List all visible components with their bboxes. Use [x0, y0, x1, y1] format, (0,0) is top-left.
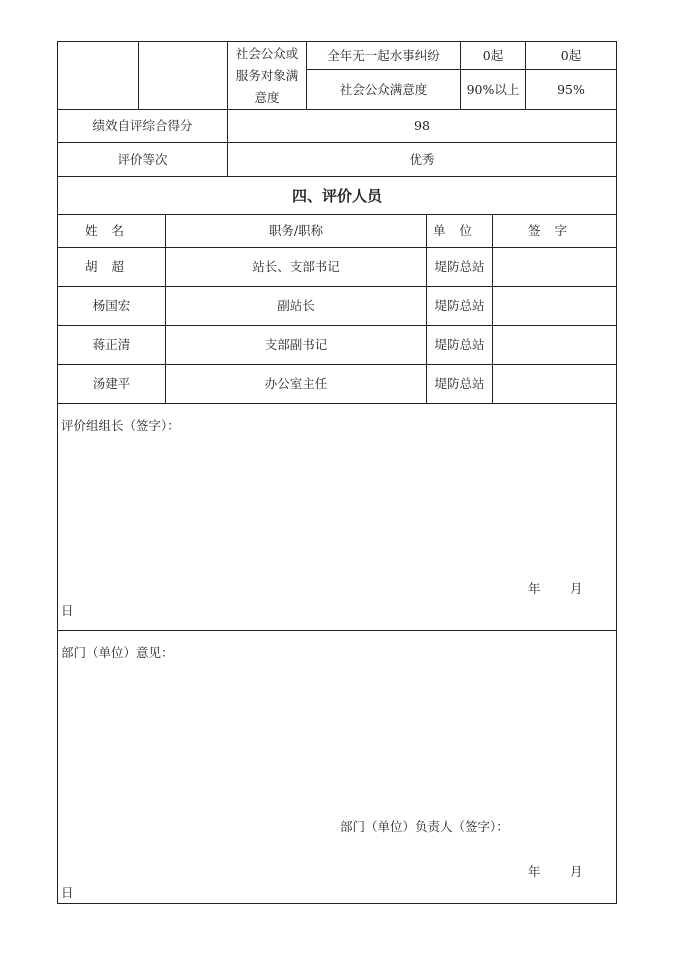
dept-responsible-label: 部门（单位）负责人（签字）： [340, 819, 509, 834]
dept-opinion-month: 月 [570, 864, 583, 879]
empty-cell-2 [138, 41, 228, 110]
header-title: 职务/职称 [165, 214, 427, 248]
grade-value: 优秀 [227, 142, 617, 177]
staff-row-2-unit: 堤防总站 [426, 286, 493, 326]
grade-label: 评价等次 [57, 142, 228, 177]
staff-row-3-unit: 堤防总站 [426, 325, 493, 365]
indicator-line-3: 意度 [254, 89, 280, 105]
indicator-actual-2: 95% [525, 69, 617, 110]
leader-sign-day: 日 [61, 603, 74, 618]
section-title: 四、评价人员 [57, 176, 617, 215]
staff-row-3-name: 蒋正清 [57, 325, 166, 365]
staff-row-1-name [57, 247, 166, 287]
indicator-item-1: 全年无一起水事纠纷 [306, 41, 461, 70]
dept-opinion-day: 日 [61, 885, 74, 900]
dept-opinion-label: 部门（单位）意见： [61, 645, 174, 660]
staff-row-4-sign [492, 364, 617, 404]
indicator-line-2: 服务对象满 [235, 67, 299, 83]
staff-row-4-name: 汤建平 [57, 364, 166, 404]
indicator-name-cell [227, 41, 307, 110]
staff-row-2-title: 副站长 [165, 286, 427, 326]
staff-row-1-sign [492, 247, 617, 287]
staff-row-2-name: 杨国宏 [57, 286, 166, 326]
indicator-target-1: 0起 [460, 41, 526, 70]
indicator-actual-1: 0起 [525, 41, 617, 70]
staff-row-1-title: 站长、支部书记 [165, 247, 427, 287]
self-score-value: 98 [227, 109, 617, 143]
dept-opinion-year: 年 [528, 864, 541, 879]
header-unit-text: 单位 [432, 223, 486, 238]
leader-sign-label: 评价组组长（签字）： [61, 418, 180, 433]
indicator-item-2: 社会公众满意度 [306, 69, 461, 110]
staff-row-2-sign [492, 286, 617, 326]
leader-sign-year: 年 [528, 581, 541, 596]
header-name [57, 214, 166, 248]
leader-sign-block [57, 403, 617, 631]
self-score-label: 绩效自评综合得分 [57, 109, 228, 143]
header-sign-text: 签字 [527, 223, 581, 238]
indicator-target-2: 90%以上 [460, 69, 526, 110]
header-unit [426, 214, 493, 248]
staff-row-3-title: 支部副书记 [165, 325, 427, 365]
leader-sign-month: 月 [570, 581, 583, 596]
staff-row-1-unit: 堤防总站 [426, 247, 493, 287]
indicator-line-1: 社会公众或 [235, 45, 299, 61]
staff-name-1: 胡超 [84, 259, 138, 274]
header-sign [492, 214, 617, 248]
dept-opinion-block [57, 630, 617, 904]
staff-row-4-unit: 堤防总站 [426, 364, 493, 404]
header-name-text: 姓名 [84, 223, 138, 238]
staff-row-4-title: 办公室主任 [165, 364, 427, 404]
staff-row-3-sign [492, 325, 617, 365]
empty-cell-1 [57, 41, 139, 110]
